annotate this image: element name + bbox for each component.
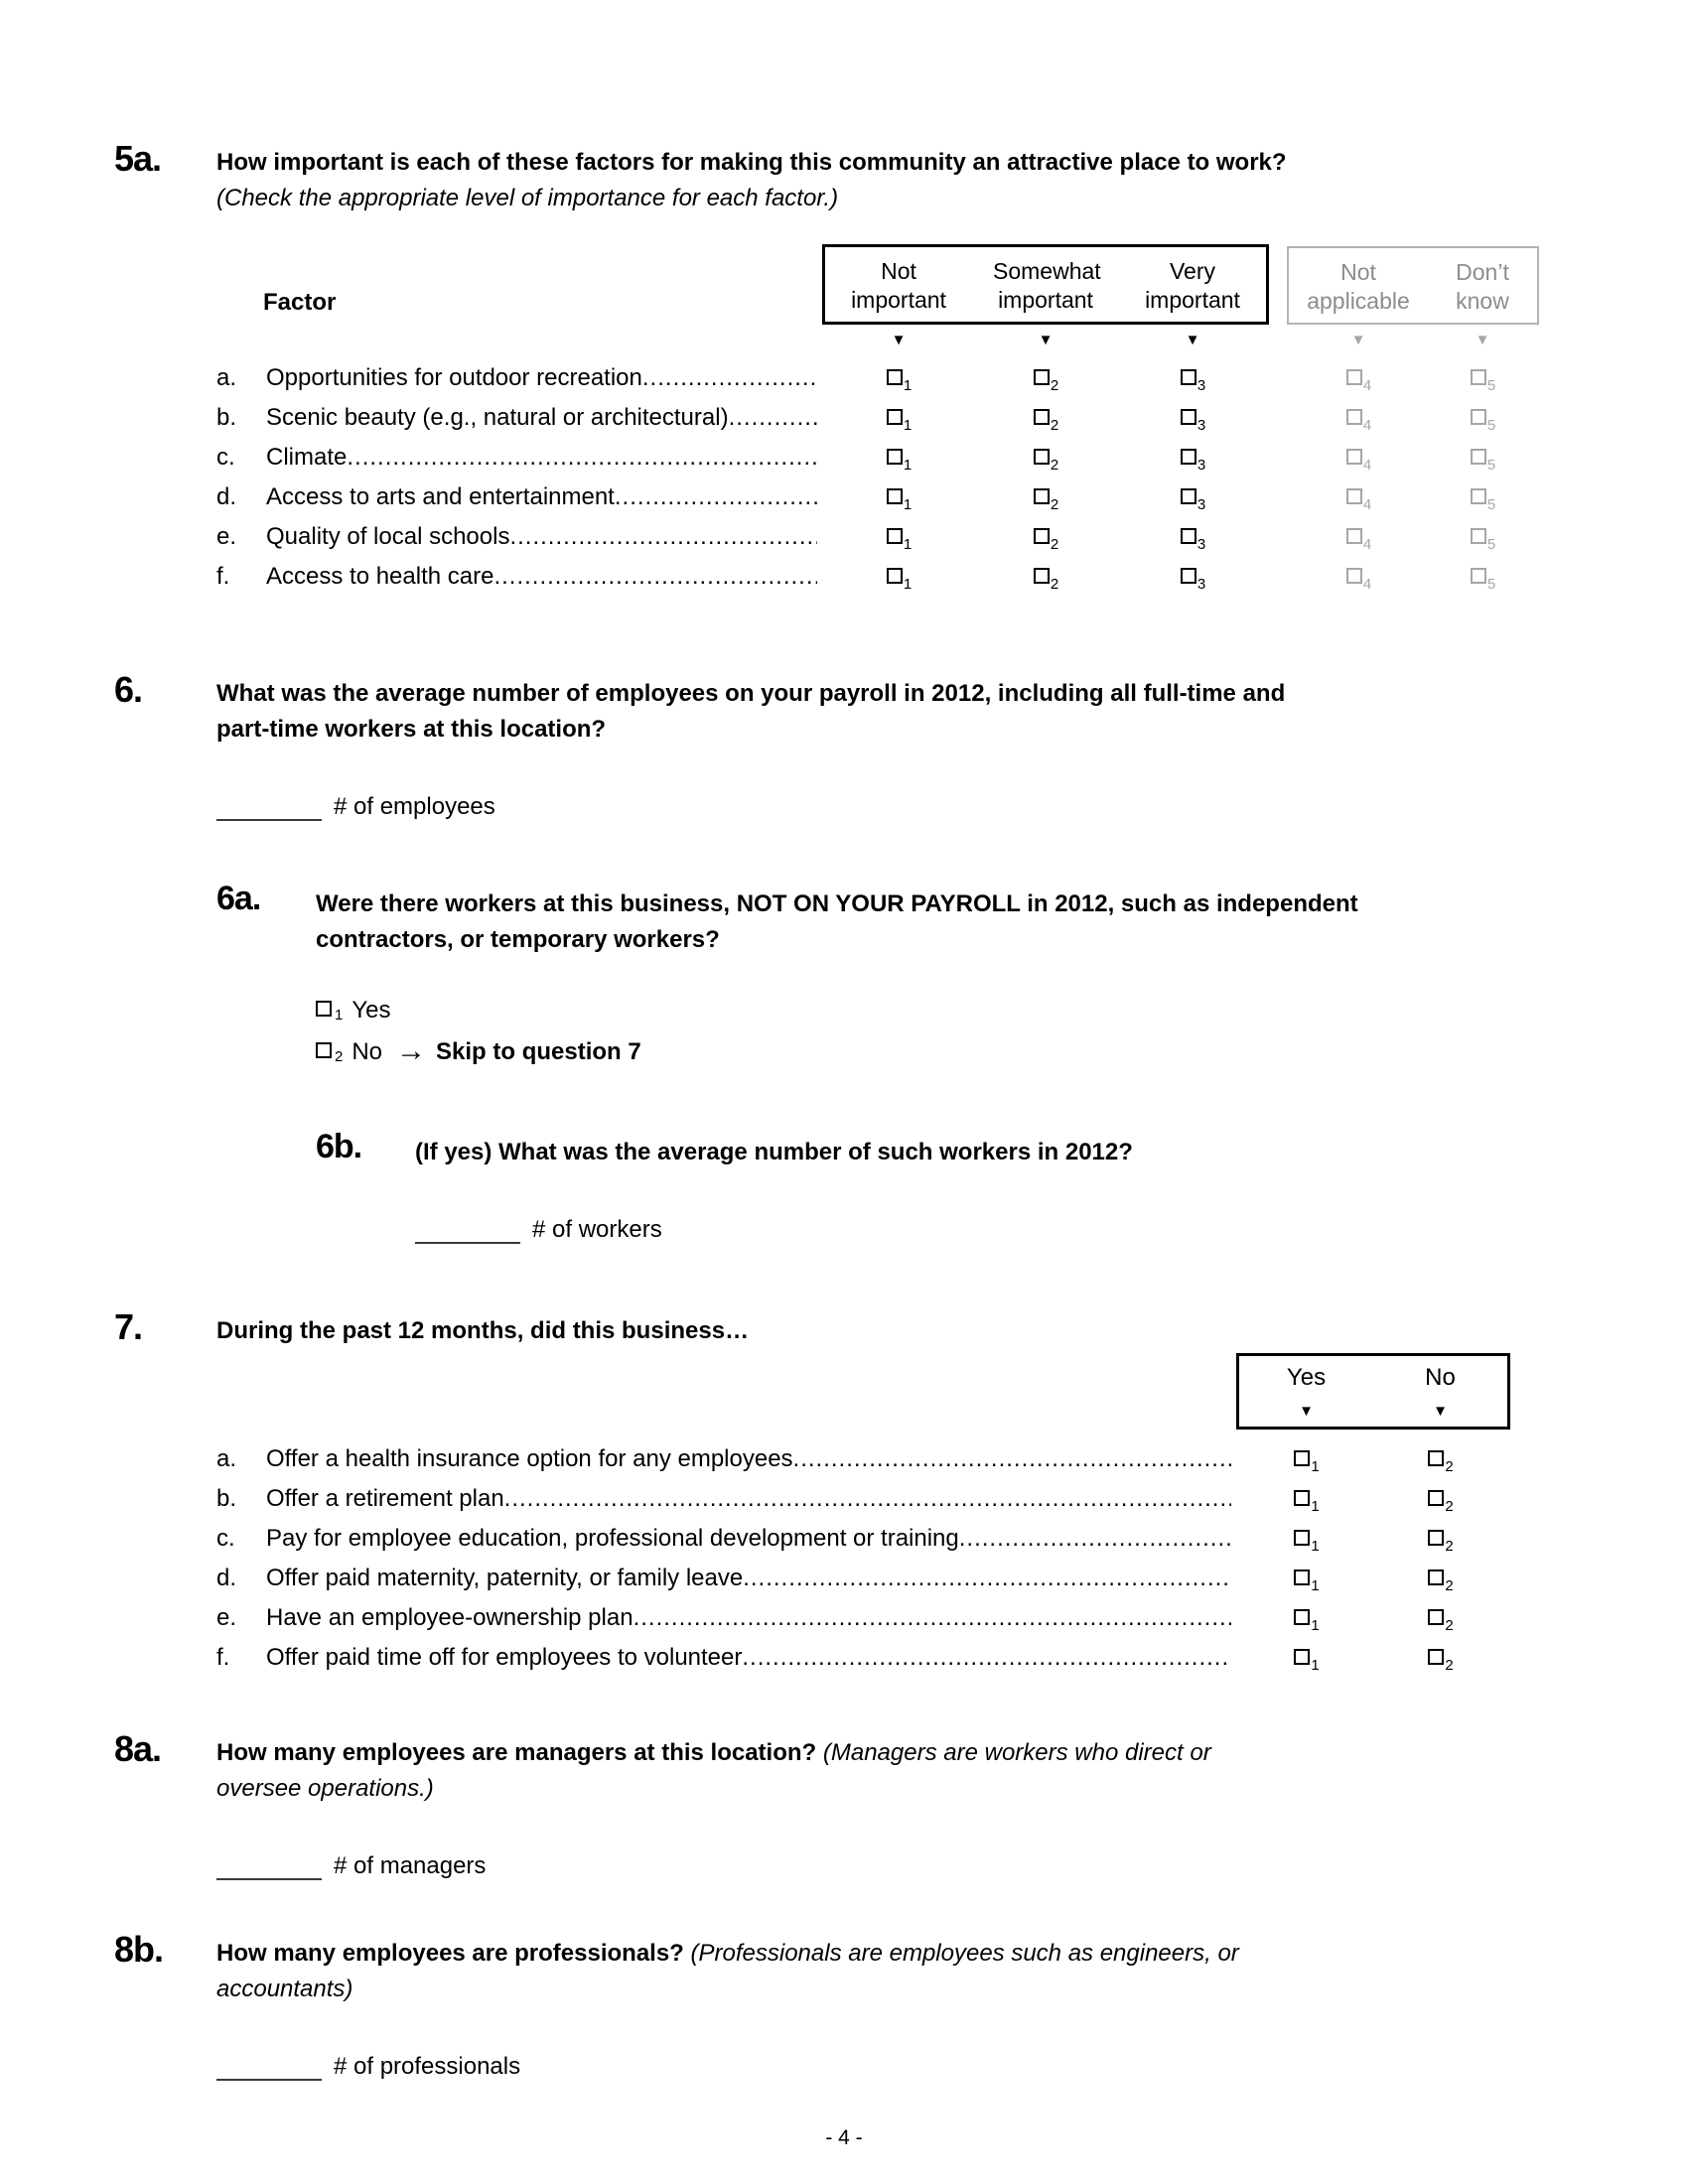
row-letter: f. — [216, 562, 230, 590]
checkbox-not-applicable[interactable]: 4 — [1289, 483, 1428, 511]
factor-row — [216, 358, 1559, 398]
benefit-row — [216, 1519, 1559, 1559]
checkbox-no[interactable]: 2 — [1373, 1525, 1507, 1553]
checkbox-icon — [1471, 568, 1486, 584]
benefit-label: Have an employee-ownership plan — [266, 1603, 633, 1631]
dot-leader — [615, 483, 817, 511]
checkbox-icon — [316, 1001, 332, 1017]
checkbox-not-applicable[interactable]: 4 — [1289, 523, 1428, 551]
checkbox-yes[interactable]: 1 — [1239, 1604, 1373, 1632]
checkbox-icon — [1034, 528, 1050, 544]
row-letter: d. — [216, 482, 237, 510]
checkbox-icon — [1471, 488, 1486, 504]
question-number: 5a. — [114, 138, 162, 179]
checkbox-somewhat-important[interactable]: 2 — [972, 364, 1119, 392]
factor-label: Opportunities for outdoor recreation — [266, 363, 642, 391]
checkbox-icon — [1181, 409, 1196, 425]
checkbox-not-applicable[interactable]: 4 — [1289, 563, 1428, 591]
write-in-blank[interactable] — [216, 797, 322, 821]
checkbox-icon — [1471, 449, 1486, 465]
column-header-yes: Yes ▼ — [1239, 1364, 1373, 1423]
dot-leader — [642, 364, 817, 392]
checkbox-not-applicable[interactable]: 4 — [1289, 404, 1428, 432]
checkbox-somewhat-important[interactable]: 2 — [972, 404, 1119, 432]
checkbox-icon — [1294, 1609, 1310, 1625]
checkbox-icon — [1471, 369, 1486, 385]
row-letter: c. — [216, 1524, 235, 1552]
question-8a — [114, 1729, 1559, 1880]
checkbox-icon — [1346, 568, 1362, 584]
factor-rows — [216, 358, 1559, 597]
checkbox-dont-know[interactable]: 5 — [1428, 404, 1537, 432]
question-number: 6a. — [216, 879, 261, 917]
checkbox-icon — [887, 449, 903, 465]
checkbox-icon — [887, 409, 903, 425]
blank-label: # of workers — [532, 1215, 662, 1243]
write-in-blank[interactable] — [216, 2057, 322, 2081]
checkbox-icon — [1346, 528, 1362, 544]
row-letter: d. — [216, 1564, 237, 1591]
benefit-label: Offer paid time off for employees to volunteer — [266, 1643, 743, 1671]
checkbox-icon — [1294, 1530, 1310, 1546]
checkbox-icon — [316, 1042, 332, 1058]
workers-count-field — [415, 1216, 1559, 1244]
instruction-text: (Check the appropriate level of importance for each factor.) — [216, 185, 839, 211]
checkbox-not-important[interactable]: 1 — [825, 444, 972, 472]
dot-leader — [509, 523, 817, 551]
option-no[interactable]: 2 No → Skip to question 7 — [316, 1031, 1559, 1073]
dot-leader — [504, 1485, 1231, 1513]
dot-leader — [729, 404, 817, 432]
checkbox-very-important[interactable]: 3 — [1119, 483, 1266, 511]
page-number: - 4 - — [825, 2126, 863, 2149]
down-arrow-icon — [972, 332, 1119, 349]
checkbox-icon — [1034, 488, 1050, 504]
row-letter: a. — [216, 1444, 237, 1472]
checkbox-icon — [1346, 449, 1362, 465]
option-label: Yes — [352, 996, 391, 1024]
question-6a — [216, 881, 1559, 1244]
question-6 — [114, 670, 1559, 1244]
checkbox-very-important[interactable]: 3 — [1119, 404, 1266, 432]
blank-label: # of managers — [334, 1851, 487, 1879]
column-header-dont-know: Don’t know — [1456, 259, 1509, 315]
yes-no-header — [216, 1353, 1559, 1430]
checkbox-icon — [1181, 488, 1196, 504]
checkbox-no[interactable]: 2 — [1373, 1485, 1507, 1513]
yes-no-header-box — [1236, 1353, 1510, 1430]
benefit-label: Offer paid maternity, paternity, or family leave — [266, 1564, 744, 1591]
factor-row — [216, 517, 1559, 557]
option-yes[interactable]: 1 Yes — [316, 990, 1559, 1031]
checkbox-icon — [1181, 568, 1196, 584]
checkbox-icon — [1294, 1649, 1310, 1665]
checkbox-dont-know[interactable]: 5 — [1428, 563, 1537, 591]
checkbox-dont-know[interactable]: 5 — [1428, 364, 1537, 392]
question-5a — [114, 139, 1559, 597]
checkbox-icon — [887, 528, 903, 544]
write-in-blank[interactable] — [216, 1856, 322, 1880]
employees-count-field — [216, 793, 1559, 821]
dot-leader — [493, 563, 817, 591]
down-arrow-icon — [1428, 332, 1537, 349]
benefit-row — [216, 1559, 1559, 1598]
header-arrows — [216, 332, 1559, 349]
checkbox-no[interactable]: 2 — [1373, 1565, 1507, 1592]
benefit-row — [216, 1439, 1559, 1479]
question-text: (If yes) What was the average number of such workers in 2012? — [415, 1138, 1133, 1165]
checkbox-very-important[interactable]: 3 — [1119, 563, 1266, 591]
table-header — [216, 244, 1559, 325]
write-in-blank[interactable] — [415, 1220, 520, 1244]
checkbox-somewhat-important[interactable]: 2 — [972, 444, 1119, 472]
question-number: 8a. — [114, 1727, 162, 1769]
checkbox-icon — [887, 369, 903, 385]
benefit-label: Offer a health insurance option for any employees — [266, 1444, 793, 1472]
checkbox-icon — [1428, 1570, 1444, 1585]
blank-label: # of employees — [334, 792, 495, 820]
importance-table — [216, 244, 1559, 597]
checkbox-dont-know[interactable]: 5 — [1428, 444, 1537, 472]
question-text: During the past 12 months, did this business… — [216, 1316, 750, 1344]
question-text-main: How many employees are professionals? — [216, 1939, 684, 1967]
row-letter: e. — [216, 1603, 237, 1631]
question-text — [216, 1930, 1249, 2007]
checkbox-yes[interactable]: 1 — [1239, 1445, 1373, 1473]
question-text-main: How many employees are managers at this location? — [216, 1738, 817, 1766]
column-header-no: No ▼ — [1373, 1364, 1507, 1423]
managers-count-field — [216, 1852, 1559, 1880]
question-number: 7. — [114, 1305, 143, 1347]
checkbox-not-applicable[interactable]: 4 — [1289, 444, 1428, 472]
dot-leader — [793, 1445, 1231, 1473]
factor-row — [216, 398, 1559, 438]
checkbox-icon — [1034, 409, 1050, 425]
down-arrow-icon — [1119, 332, 1266, 349]
checkbox-somewhat-important[interactable]: 2 — [972, 563, 1119, 591]
factor-label: Access to health care — [266, 562, 494, 590]
question-text: What was the average number of employees on your payroll in 2012, including all full-time and part-time workers at this location? — [216, 679, 1286, 743]
row-letter: c. — [216, 443, 235, 471]
factor-label: Climate — [266, 443, 348, 471]
na-dk-header-box — [1287, 246, 1539, 325]
dot-leader — [742, 1644, 1231, 1672]
checkbox-icon — [1034, 369, 1050, 385]
benefit-row — [216, 1479, 1559, 1519]
question-number: 8b. — [114, 1928, 164, 1970]
benefit-rows — [216, 1439, 1559, 1678]
dot-leader — [347, 444, 817, 472]
checkbox-very-important[interactable]: 3 — [1119, 364, 1266, 392]
professionals-count-field — [216, 2053, 1559, 2081]
dot-leader — [633, 1604, 1231, 1632]
yes-no-options — [316, 990, 1559, 1073]
importance-header-box — [822, 244, 1269, 325]
benefit-label: Offer a retirement plan — [266, 1484, 504, 1512]
factor-column-header: Factor — [263, 288, 337, 316]
dot-leader — [959, 1525, 1231, 1553]
checkbox-icon — [1428, 1530, 1444, 1546]
benefit-row — [216, 1638, 1559, 1678]
checkbox-not-important[interactable]: 1 — [825, 364, 972, 392]
checkbox-dont-know[interactable]: 5 — [1428, 523, 1537, 551]
factor-row — [216, 438, 1559, 478]
checkbox-no[interactable]: 2 — [1373, 1644, 1507, 1672]
checkbox-icon — [1346, 369, 1362, 385]
column-header-not-important: Not important — [851, 258, 946, 314]
option-label: No — [352, 1037, 383, 1065]
skip-instruction: Skip to question 7 — [436, 1037, 641, 1065]
checkbox-not-important[interactable]: 1 — [825, 404, 972, 432]
question-note: (Managers are workers who direct or oversee operations.) — [216, 1738, 1211, 1802]
checkbox-icon — [1181, 449, 1196, 465]
checkbox-not-important[interactable]: 1 — [825, 523, 972, 551]
column-header-not-applicable: Not applicable — [1307, 259, 1410, 315]
checkbox-yes[interactable]: 1 — [1239, 1525, 1373, 1553]
question-number: 6b. — [316, 1127, 362, 1165]
question-6b — [316, 1129, 1559, 1244]
checkbox-icon — [1428, 1450, 1444, 1466]
benefit-label: Pay for employee education, professional development or training — [266, 1524, 959, 1552]
checkbox-icon — [1181, 369, 1196, 385]
down-arrow-icon — [1373, 1395, 1507, 1423]
checkbox-yes[interactable]: 1 — [1239, 1644, 1373, 1672]
checkbox-icon — [887, 568, 903, 584]
checkbox-no[interactable]: 2 — [1373, 1604, 1507, 1632]
checkbox-not-important[interactable]: 1 — [825, 483, 972, 511]
question-text — [216, 1729, 1269, 1807]
row-letter: f. — [216, 1643, 230, 1671]
checkbox-dont-know[interactable]: 5 — [1428, 483, 1537, 511]
factor-row — [216, 478, 1559, 517]
checkbox-icon — [1471, 409, 1486, 425]
checkbox-very-important[interactable]: 3 — [1119, 523, 1266, 551]
row-letter: b. — [216, 403, 237, 431]
dot-leader — [743, 1565, 1231, 1592]
checkbox-icon — [1294, 1570, 1310, 1585]
skip-arrow-icon — [396, 1036, 426, 1067]
benefit-row — [216, 1598, 1559, 1638]
checkbox-yes[interactable]: 1 — [1239, 1485, 1373, 1513]
checkbox-icon — [1428, 1490, 1444, 1506]
checkbox-icon — [887, 488, 903, 504]
checkbox-icon — [1346, 409, 1362, 425]
down-arrow-icon — [1239, 1395, 1373, 1423]
checkbox-icon — [1428, 1649, 1444, 1665]
column-header-very-important: Very important — [1145, 258, 1240, 314]
checkbox-icon — [1346, 488, 1362, 504]
row-letter: e. — [216, 522, 237, 550]
checkbox-icon — [1034, 449, 1050, 465]
row-letter: a. — [216, 363, 237, 391]
checkbox-icon — [1428, 1609, 1444, 1625]
row-letter: b. — [216, 1484, 237, 1512]
factor-label: Quality of local schools — [266, 522, 510, 550]
question-7 — [114, 1307, 1559, 1678]
checkbox-very-important[interactable]: 3 — [1119, 444, 1266, 472]
down-arrow-icon — [1289, 332, 1428, 349]
question-text: How important is each of these factors for making this community an attractive place to work? — [216, 149, 1287, 176]
column-header-somewhat-important: Somewhat important — [993, 258, 1101, 314]
checkbox-icon — [1294, 1490, 1310, 1506]
checkbox-no[interactable]: 2 — [1373, 1445, 1507, 1473]
checkbox-not-important[interactable]: 1 — [825, 563, 972, 591]
question-number: 6. — [114, 668, 143, 710]
checkbox-icon — [1294, 1450, 1310, 1466]
down-arrow-icon — [825, 332, 972, 349]
checkbox-somewhat-important[interactable]: 2 — [972, 483, 1119, 511]
checkbox-icon — [1181, 528, 1196, 544]
question-text: Were there workers at this business, NOT ON YOUR PAYROLL in 2012, such as independent contractors, or temporary workers? — [316, 889, 1358, 953]
checkbox-yes[interactable]: 1 — [1239, 1565, 1373, 1592]
question-note: (Professionals are employees such as engineers, or accountants) — [216, 1939, 1239, 2002]
checkbox-icon — [1034, 568, 1050, 584]
question-8b — [114, 1930, 1559, 2081]
checkbox-not-applicable[interactable]: 4 — [1289, 364, 1428, 392]
factor-row — [216, 557, 1559, 597]
checkbox-icon — [1471, 528, 1486, 544]
checkbox-somewhat-important[interactable]: 2 — [972, 523, 1119, 551]
factor-label: Access to arts and entertainment — [266, 482, 615, 510]
blank-label: # of professionals — [334, 2052, 521, 2080]
factor-label: Scenic beauty (e.g., natural or architectural) — [266, 403, 729, 431]
